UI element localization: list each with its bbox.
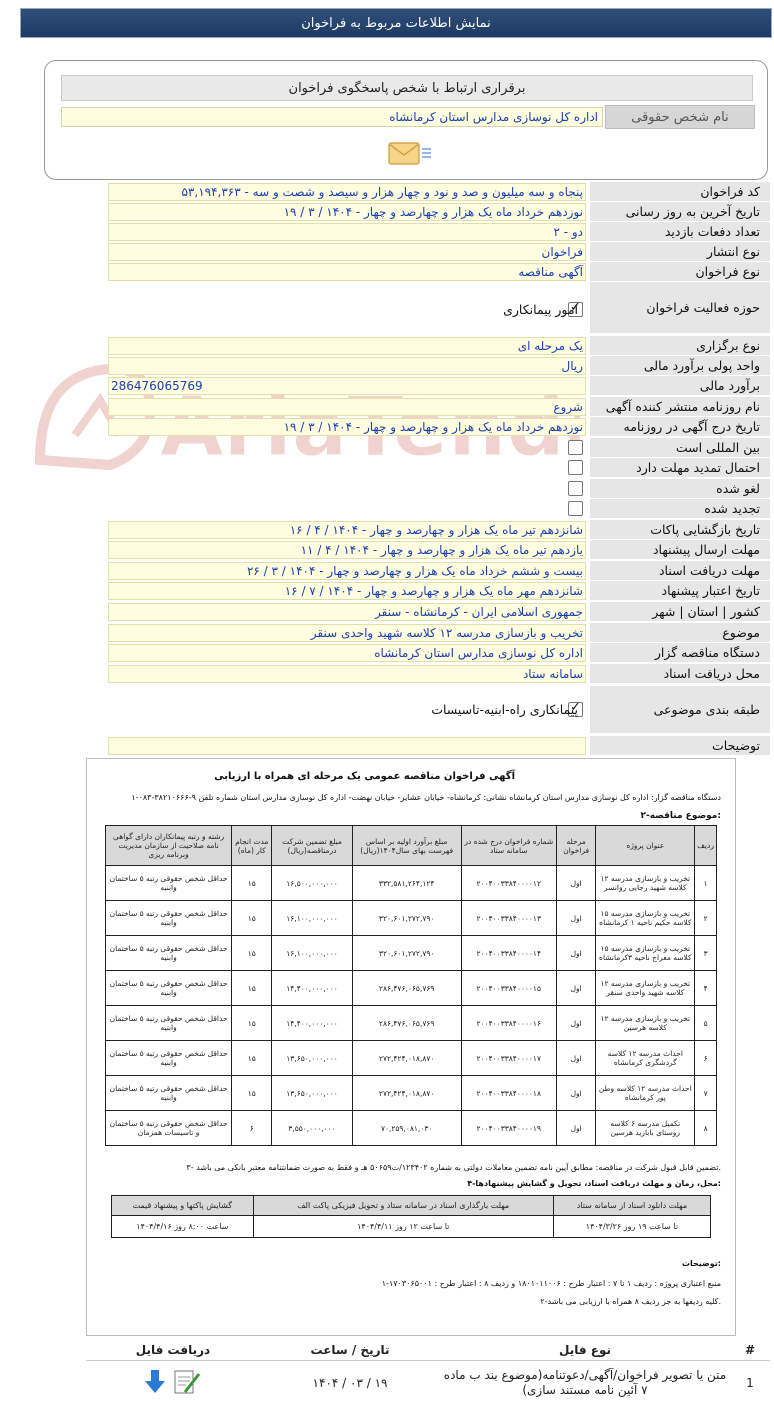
doc-table-cell: ۲۰۰۴۰۰۳۳۸۴۰۰۰۰۱۲ <box>461 866 556 901</box>
announcement-document <box>86 758 736 1336</box>
doc-table-cell: تخریب و بازسازی مدرسه ۱۲ کلاسه شهید رجایی روانسر <box>596 866 695 901</box>
last-update-value: ۱۹ / ۳ / ۱۴۰۴ - نوزدهم خرداد ماه یک هزار و چهارصد و چهار <box>108 203 586 221</box>
doc-table-row <box>106 1041 717 1076</box>
doc-table-cell: ۸ <box>695 1111 717 1146</box>
doc-place-label: محل دریافت اسناد <box>590 664 770 684</box>
doc-table-cell: حداقل شخص حقوقی رتبه ۵ ساختمان وابنیه <box>106 1076 232 1111</box>
projects-table <box>105 825 717 1146</box>
doc-table-cell: ۱۳,۶۵۰,۰۰۰,۰۰۰ <box>272 1041 352 1076</box>
description-value <box>108 737 586 755</box>
international-checkbox[interactable] <box>568 440 583 455</box>
doc-table-cell: ۱۶,۱۰۰,۰۰۰,۰۰۰ <box>272 901 352 936</box>
row-description <box>0 736 774 756</box>
visits-label: تعداد دفعات بازدید <box>590 222 770 242</box>
doc-table-cell: اول <box>556 866 596 901</box>
doc-table-cell: تکمیل مدرسه ۶ کلاسه روستای بابازید هرسین <box>596 1111 695 1146</box>
doc-table-cell: ۱۵ <box>232 1006 272 1041</box>
row-international <box>0 438 774 458</box>
code-label: کد فراخوان <box>590 182 770 202</box>
open-date-value: ۱۶ / ۴ / ۱۴۰۴ - شانزدهم تیر ماه یک هزار و چهارصد و چهار <box>108 521 586 539</box>
row-activity <box>0 282 774 334</box>
doc-header-cell: مبلغ برآورد اولیه بر اساس فهرست بهای سال۱۴۰۴(ریال) <box>352 826 461 866</box>
estimate-value: 286476065769 <box>108 377 586 395</box>
newspaper-value: شروع <box>108 398 586 416</box>
row-last-update <box>0 202 774 222</box>
doc-header-cell: ردیف <box>695 826 717 866</box>
doc-table-cell: ۱۶,۵۰۰,۰۰۰,۰۰۰ <box>272 866 352 901</box>
newspaper-label: نام روزنامه منتشر کننده آگهی <box>590 397 770 417</box>
files-header-date: تاریخ / ساعت <box>260 1340 440 1360</box>
activity-option: امور پیمانکاری <box>503 302 578 317</box>
news-date-label: تاریخ درج آگهی در روزنامه <box>590 417 770 437</box>
doc-table-row <box>106 1006 717 1041</box>
validity-label: تاریخ اعتبار پیشنهاد <box>590 581 770 601</box>
holding-value: یک مرحله ای <box>108 337 586 355</box>
row-validity <box>0 581 774 601</box>
doc-table-cell: ۳۳۲,۵۸۱,۲۶۴,۱۲۴ <box>352 866 461 901</box>
doc-table-cell: حداقل شخص حقوقی رتبه ۵ ساختمان وابنیه <box>106 971 232 1006</box>
doc-deadline-value: ۲۶ / ۳ / ۱۴۰۴ - بیست و ششم خرداد ماه یک هزار و چهارصد و چهار <box>108 562 586 580</box>
file-index: 1 <box>746 1376 754 1391</box>
doc-header-cell: عنوان پروژه <box>596 826 695 866</box>
doc-table-cell: حداقل شخص حقوقی رتبه ۵ ساختمان و تاسیسات همزمان <box>106 1111 232 1146</box>
contact-title: برقراری ارتباط با شخص پاسخگوی فراخوان <box>61 75 753 101</box>
doc-line4: ۴-محل، زمان و مهلت دریافت اسناد، تحویل و گشایش پیشنهادها: <box>467 1179 721 1188</box>
row-doc-place <box>0 664 774 684</box>
doc-table-cell: ۲۰۰۴۰۰۳۳۸۴۰۰۰۰۱۵ <box>461 971 556 1006</box>
organizer-label: دستگاه مناقصه گزار <box>590 643 770 663</box>
files-header-index: # <box>730 1340 770 1360</box>
row-doc-deadline <box>0 561 774 581</box>
doc-table-cell: ۲۰۰۴۰۰۳۳۸۴۰۰۰۰۱۳ <box>461 901 556 936</box>
doc-table-cell: ۱۵ <box>232 936 272 971</box>
doc-table-cell: ۲۰۰۴۰۰۳۳۸۴۰۰۰۰۱۴ <box>461 936 556 971</box>
doc-table-cell: ۶ <box>232 1111 272 1146</box>
validity-value: ۱۶ / ۷ / ۱۴۰۴ - شانزدهم مهر ماه یک هزار و چهارصد و چهار <box>108 582 586 600</box>
doc-table-cell: ۱ <box>695 866 717 901</box>
send-deadline-value: ۱۱ / ۴ / ۱۴۰۴ - یازدهم تیر ماه یک هزار و چهارصد و چهار <box>108 541 586 559</box>
row-newspaper <box>0 397 774 417</box>
row-pub-type <box>0 242 774 262</box>
legal-person-label: نام شخص حقوقی <box>605 105 755 129</box>
doc-table-cell: اول <box>556 971 596 1006</box>
edit-document-icon[interactable] <box>175 1371 199 1393</box>
description-label: توضیحات <box>590 736 770 756</box>
doc-table-cell: ۲ <box>695 901 717 936</box>
doc-table-cell: اول <box>556 1041 596 1076</box>
doc-table-row <box>106 866 717 901</box>
schedule-cell: تا ساعت ۱۹ روز ۱۴۰۴/۳/۲۶ <box>553 1216 710 1238</box>
doc-table-cell: ۲۰۰۴۰۰۳۳۸۴۰۰۰۰۱۸ <box>461 1076 556 1111</box>
row-cancelled <box>0 479 774 499</box>
open-date-label: تاریخ بازگشایی پاکات <box>590 520 770 540</box>
doc-table-cell: ۲۷۲,۴۲۴,۰۱۸,۸۷۰ <box>352 1076 461 1111</box>
file-row <box>86 1360 770 1406</box>
last-update-label: تاریخ آخرین به روز رسانی <box>590 202 770 222</box>
doc-table-cell: ۱۵ <box>232 971 272 1006</box>
doc-table-cell: تخریب و بازسازی مدرسه ۱۲ کلاسه هرسین <box>596 1006 695 1041</box>
doc-table-cell: اول <box>556 901 596 936</box>
doc-table-cell: ۱۳,۶۵۰,۰۰۰,۰۰۰ <box>272 1076 352 1111</box>
row-location <box>0 602 774 622</box>
download-icons <box>145 1368 201 1396</box>
doc-table-cell: ۳۲۰,۶۰۱,۲۷۲,۷۹۰ <box>352 936 461 971</box>
doc-table-cell: حداقل شخص حقوقی رتبه ۵ ساختمان وابنیه <box>106 1006 232 1041</box>
extension-label: احتمال تمدید مهلت دارد <box>590 458 770 478</box>
doc-table-cell: ۱۴,۴۰۰,۰۰۰,۰۰۰ <box>272 971 352 1006</box>
doc-table-cell: ۷۰,۲۵۹,۰۸۱,۰۳۰ <box>352 1111 461 1146</box>
cancelled-label: لغو شده <box>590 479 770 499</box>
doc-header-cell: مرحله فراخوان <box>556 826 596 866</box>
contact-panel <box>44 60 768 180</box>
category-label: طبقه بندی موضوعی <box>590 686 770 734</box>
doc-table-row <box>106 971 717 1006</box>
doc-table-cell: ۵ <box>695 1006 717 1041</box>
schedule-header-cell: مهلت بارگذاری اسناد در سامانه ستاد و تحویل فیزیکی پاکت الف <box>253 1196 553 1216</box>
page-header <box>16 8 772 38</box>
doc-table-cell: ۱۵ <box>232 866 272 901</box>
doc-table-cell: ۲۰۰۴۰۰۳۳۸۴۰۰۰۰۱۷ <box>461 1041 556 1076</box>
doc-table-cell: ۷ <box>695 1076 717 1111</box>
row-news-date <box>0 417 774 437</box>
row-renewed <box>0 499 774 519</box>
activity-label: حوزه فعالیت فراخوان <box>590 282 770 334</box>
page-title: نمایش اطلاعات مربوط به فراخوان <box>20 8 772 38</box>
doc-table-cell: اول <box>556 1111 596 1146</box>
envelope-icon[interactable] <box>385 139 433 169</box>
doc-notes-title: توضیحات: <box>681 1259 721 1268</box>
doc-table-cell: ۲۸۶,۴۷۶,۰۶۵,۷۶۹ <box>352 971 461 1006</box>
doc-table-cell: ۴ <box>695 971 717 1006</box>
doc-table-cell: ۲۷۲,۴۲۴,۰۱۸,۸۷۰ <box>352 1041 461 1076</box>
call-type-label: نوع فراخوان <box>590 262 770 282</box>
currency-value: ریال <box>108 357 586 375</box>
doc-table-cell: ۱۶,۱۰۰,۰۰۰,۰۰۰ <box>272 936 352 971</box>
doc-table-cell: حداقل شخص حقوقی رتبه ۵ ساختمان وابنیه <box>106 866 232 901</box>
files-header-type: نوع فایل <box>440 1340 730 1360</box>
row-visits <box>0 222 774 242</box>
schedule-cell: تا ساعت ۱۲ روز ۱۴۰۴/۴/۱۱ <box>253 1216 553 1238</box>
doc-table-cell: ۱۴,۴۰۰,۰۰۰,۰۰۰ <box>272 1006 352 1041</box>
doc-header-cell: مدت انجام کار (ماه) <box>232 826 272 866</box>
cancelled-checkbox[interactable] <box>568 481 583 496</box>
row-organizer <box>0 643 774 663</box>
doc-title: آگهی فراخوان مناقصه عمومی یک مرحله ای همراه با ارزیابی <box>214 771 515 782</box>
doc-table-cell: اول <box>556 936 596 971</box>
files-header-download: دریافت فایل <box>86 1340 260 1360</box>
subject-value: تخریب و بازسازی مدرسه ۱۲ کلاسه شهید واحدی سنقر <box>108 624 586 642</box>
doc-table-cell: حداقل شخص حقوقی رتبه ۵ ساختمان وابنیه <box>106 901 232 936</box>
doc-table-cell: ۱۵ <box>232 1041 272 1076</box>
visits-value: ۲ - دو <box>108 223 586 241</box>
extension-checkbox[interactable] <box>568 460 583 475</box>
doc-table-cell: ۲۰۰۴۰۰۳۳۸۴۰۰۰۰۱۹ <box>461 1111 556 1146</box>
row-category <box>0 686 774 734</box>
doc-line2: ۲-موضوع مناقصه: <box>640 811 721 821</box>
file-download-cell <box>86 1360 260 1406</box>
legal-person-value: اداره کل نوسازی مدارس استان کرمانشاه <box>61 107 603 127</box>
doc-table-cell: ۳۲۰,۶۰۱,۲۷۲,۷۹۰ <box>352 901 461 936</box>
pub-type-value: فراخوان <box>108 243 586 261</box>
row-holding <box>0 336 774 356</box>
code-value: ۵۳,۱۹۴,۳۶۳ - پنجاه و سه میلیون و صد و نود و چهار هزار و سیصد و شصت و سه <box>108 183 586 201</box>
doc-note2: ۲-کلیه ردیفها به جز ردیف ۸ همراه با ارزیابی می باشد. <box>540 1297 721 1306</box>
international-label: بین المللی است <box>590 438 770 458</box>
doc-table-cell: اول <box>556 1006 596 1041</box>
subject-label: موضوع <box>590 623 770 643</box>
doc-table-cell: ۳ <box>695 936 717 971</box>
doc-table-row <box>106 901 717 936</box>
schedule-table <box>111 1195 711 1238</box>
doc-table-cell: تخریب و بازسازی مدرسه ۱۵ کلاسه حکیم ناحیه ۱ کرمانشاه <box>596 901 695 936</box>
organizer-value: اداره کل نوسازی مدارس استان کرمانشاه <box>108 644 586 662</box>
doc-place-value: سامانه ستاد <box>108 665 586 683</box>
estimate-label: برآورد مالی <box>590 376 770 396</box>
doc-table-cell: حداقل شخص حقوقی رتبه ۵ ساختمان وابنیه <box>106 936 232 971</box>
row-open-date <box>0 520 774 540</box>
doc-table-row <box>106 1111 717 1146</box>
category-option: پیمانکاری راه-ابنیه-تاسیسات <box>431 702 578 717</box>
files-table <box>86 1340 770 1406</box>
doc-table-cell: حداقل شخص حقوقی رتبه ۵ ساختمان وابنیه <box>106 1041 232 1076</box>
row-call-type <box>0 262 774 282</box>
download-icon[interactable] <box>145 1370 165 1393</box>
holding-label: نوع برگزاری <box>590 336 770 356</box>
row-extension <box>0 458 774 478</box>
schedule-cell: ساعت ۸:۰۰ روز ۱۴۰۴/۴/۱۶ <box>112 1216 254 1238</box>
row-send-deadline <box>0 540 774 560</box>
doc-table-cell: ۶ <box>695 1041 717 1076</box>
doc-header-cell: شماره فراخوان درج شده در سامانه ستاد <box>461 826 556 866</box>
schedule-header-cell: مهلت دانلود اسناد از سامانه ستاد <box>553 1196 710 1216</box>
doc-table-cell: تخریب و بازسازی مدرسه ۱۲ کلاسه شهید واحدی سنقر <box>596 971 695 1006</box>
doc-line1: ۱-دستگاه مناقصه گزار: اداره کل نوسازی مدارس استان کرمانشاه نشانی: کرمانشاه- خیابان عشایر- خیابان نهضت- اداره کل نوسازی مدارس استان شماره تلفن ۹-۳۸۲۱۰۶۶۶-۰۸۳ <box>131 793 721 802</box>
doc-header-cell: مبلغ تضمین شرکت درمناقصه(ریال) <box>272 826 352 866</box>
row-code <box>0 182 774 202</box>
file-date: ۱۹ / ۰۳ / ۱۴۰۴ <box>312 1376 388 1391</box>
schedule-header-cell: گشایش پاکتها و پیشنهاد قیمت <box>112 1196 254 1216</box>
row-subject <box>0 623 774 643</box>
doc-deadline-label: مهلت دریافت اسناد <box>590 561 770 581</box>
doc-table-cell: تخریب و بازسازی مدرسه ۱۵ کلاسه معراج ناحیه ۳کرمانشاه <box>596 936 695 971</box>
pub-type-label: نوع انتشار <box>590 242 770 262</box>
doc-header-cell: رشته و رتبه پیمانکاران دارای گواهی نامه صلاحیت از سازمان مدیریت وبرنامه ریزی <box>106 826 232 866</box>
doc-table-cell: ۱۵ <box>232 901 272 936</box>
location-label: کشور | استان | شهر <box>590 602 770 622</box>
renewed-checkbox[interactable] <box>568 501 583 516</box>
doc-table-cell: احداث مدرسه ۱۲ کلاسه گردشگری کرمانشاه <box>596 1041 695 1076</box>
renewed-label: تجدید شده <box>590 499 770 519</box>
doc-line3: ۳- تضمین قابل قبول شرکت در مناقصه: مطابق آیین نامه تضمین معاملات دولتی به شماره ۱۲۳۴۰۲/ت۵۰۶۵۹ هـ و فقط به صورت ضمانتنامه معتبر بانکی می باشد. <box>186 1163 721 1172</box>
call-type-value: آگهی مناقصه <box>108 263 586 281</box>
doc-table-cell: اول <box>556 1076 596 1111</box>
row-currency <box>0 356 774 376</box>
file-type: متن یا تصویر فراخوان/آگهی/دعوتنامه(موضوع بند ب ماده ۷ آئین نامه مستند سازی) <box>443 1368 727 1398</box>
doc-table-cell: ۳,۵۵۰,۰۰۰,۰۰۰ <box>272 1111 352 1146</box>
doc-table-cell: احداث مدرسه ۱۲ کلاسه وطن پور کرمانشاه <box>596 1076 695 1111</box>
doc-table-cell: ۲۸۶,۴۷۶,۰۶۵,۷۶۹ <box>352 1006 461 1041</box>
doc-note1: ۱-منبع اعتباری پروژه : ردیف ۱ تا ۷ : اعتبار طرح : ۱۸۰۱۰۱۱۰۰۶ و ردیف ۸ : اعتبار طرح : ۱۷۰۳۰۶۵۰۰۱ <box>381 1279 721 1288</box>
send-deadline-label: مهلت ارسال پیشنهاد <box>590 540 770 560</box>
location-value: جمهوری اسلامی ایران - کرمانشاه - سنقر <box>108 603 586 621</box>
news-date-value: ۱۹ / ۳ / ۱۴۰۴ - نوزدهم خرداد ماه یک هزار و چهارصد و چهار <box>108 418 586 436</box>
row-estimate <box>0 376 774 396</box>
doc-table-row <box>106 1076 717 1111</box>
currency-label: واحد پولی برآورد مالی <box>590 356 770 376</box>
doc-table-row <box>106 936 717 971</box>
doc-table-cell: ۱۵ <box>232 1076 272 1111</box>
doc-table-cell: ۲۰۰۴۰۰۳۳۸۴۰۰۰۰۱۶ <box>461 1006 556 1041</box>
